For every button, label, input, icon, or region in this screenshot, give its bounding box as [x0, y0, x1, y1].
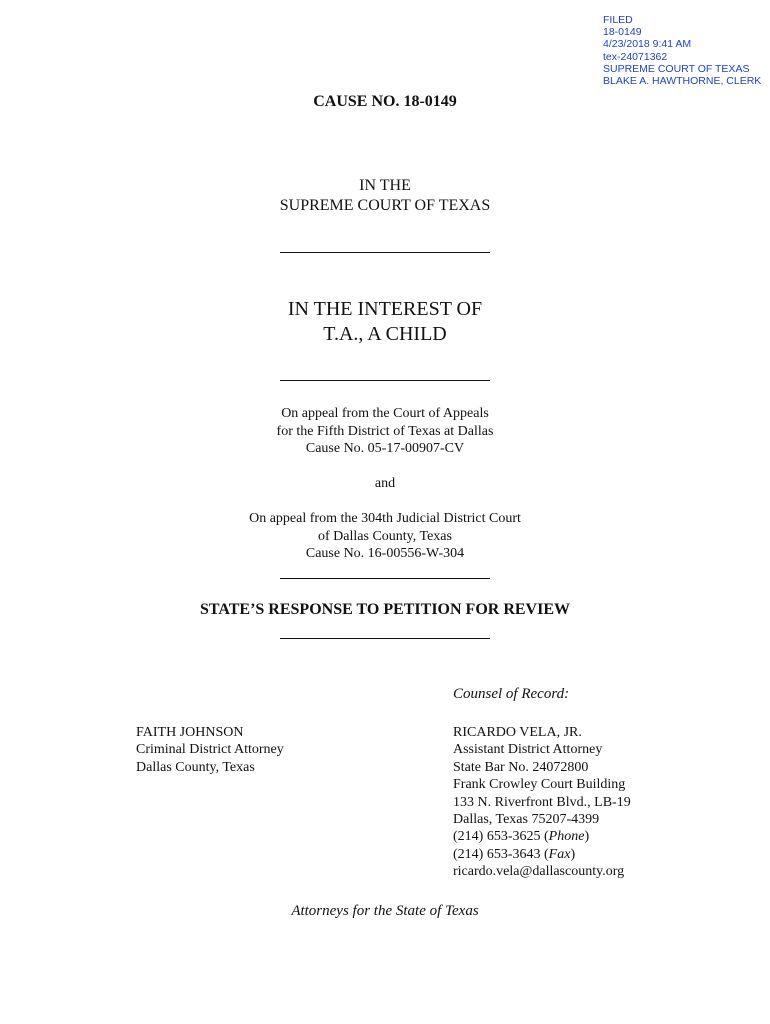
- attorneys-footer: Attorneys for the State of Texas: [291, 903, 479, 919]
- phone-label: Phone: [548, 829, 585, 845]
- document-title: STATE’S RESPONSE TO PETITION FOR REVIEW: [199, 601, 571, 618]
- stamp-line: 4/23/2018 9:41 AM: [603, 38, 692, 51]
- phone-number: (214) 653-3625: [453, 829, 541, 845]
- appeal-1-line-1: On appeal from the Court of Appeals: [281, 406, 489, 421]
- street-address: 133 N. Riverfront Blvd., LB-19: [453, 794, 631, 810]
- court-line-1: IN THE: [359, 177, 411, 194]
- fax-number: (214) 653-3643: [453, 846, 541, 862]
- fax-line: (214) 653-3643 (Fax): [453, 846, 576, 862]
- appeal-2-line-2: of Dallas County, Texas: [318, 528, 452, 544]
- city-state-zip: Dallas, Texas 75207-4399: [453, 812, 600, 828]
- court-line-2: SUPREME COURT OF TEXAS: [279, 197, 491, 214]
- filing-stamp: [603, 14, 761, 87]
- building-name: Frank Crowley Court Building: [453, 777, 626, 793]
- divider-rule: [280, 252, 490, 253]
- case-title: [0, 297, 770, 347]
- appeal-2-line-1: On appeal from the 304th Judicial District Court: [249, 511, 521, 526]
- email-address: ricardo.vela@dallascounty.org: [453, 864, 625, 880]
- case-title-line-1: IN THE INTEREST OF: [287, 298, 483, 320]
- stamp-line: 18-0149: [603, 26, 642, 39]
- counsel-title: Criminal District Attorney: [136, 742, 284, 758]
- district-attorney-block: [136, 724, 284, 776]
- fax-label: Fax: [548, 846, 571, 862]
- divider-rule: [280, 638, 490, 639]
- phone-line: (214) 653-3625 (Phone): [453, 829, 590, 845]
- case-title-line-2: T.A., A CHILD: [323, 323, 447, 345]
- divider-rule: [280, 380, 490, 381]
- cause-number: CAUSE NO. 18-0149: [313, 93, 457, 110]
- appeal-2-line-3: Cause No. 16-00556-W-304: [305, 546, 465, 562]
- stamp-line: tex-24071362: [603, 50, 668, 63]
- conjunction: and: [374, 476, 396, 491]
- appeal-1-line-2: for the Fifth District of Texas at Dallas: [276, 423, 494, 439]
- stamp-line: FILED: [603, 14, 633, 26]
- counsel-name: RICARDO VELA, JR.: [453, 725, 582, 740]
- appeal-from-district-court: [0, 510, 770, 563]
- appeal-1-line-3: Cause No. 05-17-00907-CV: [305, 441, 465, 457]
- stamp-line: SUPREME COURT OF TEXAS: [603, 62, 750, 75]
- appeal-from-court-of-appeals: [0, 405, 770, 458]
- counsel-of-record-label: Counsel of Record:: [453, 686, 570, 702]
- counsel-of-record-block: [453, 724, 631, 881]
- stamp-line: BLAKE A. HAWTHORNE, CLERK: [603, 75, 762, 88]
- counsel-title: Assistant District Attorney: [453, 742, 603, 758]
- counsel-name: FAITH JOHNSON: [136, 725, 244, 740]
- counsel-county: Dallas County, Texas: [136, 759, 255, 775]
- divider-rule: [280, 578, 490, 579]
- bar-number: State Bar No. 24072800: [453, 759, 589, 775]
- court-name: [0, 176, 770, 216]
